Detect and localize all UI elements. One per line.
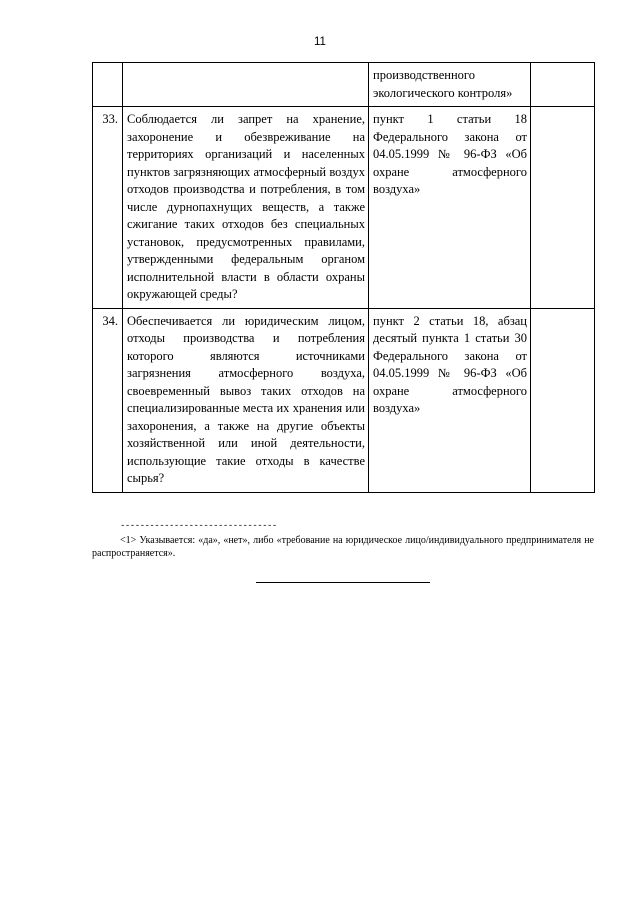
footnote-text: <1> Указывается: «да», «нет», либо «требование на юридическое лицо/индивидуального предпринимателя не распространяется».: [92, 535, 594, 559]
page-number: 11: [314, 36, 326, 48]
row-number: 34.: [93, 308, 123, 492]
answer-cell: [531, 308, 595, 492]
end-of-document-rule: [256, 582, 430, 583]
table-row-33: [93, 107, 595, 309]
legal-reference-cell: пункт 1 статьи 18 Федерального закона от 04.05.1999 № 96-ФЗ «Об охране атмосферного воздуха»: [369, 107, 531, 309]
row-number: [93, 63, 123, 107]
question-cell: Обеспечивается ли юридическим лицом, отходы производства и потребления которого являются источниками загрязнения атмосферного воздуха, своевременный вывоз таких отходов на специализированные места их хранения или захоронения, а также на другие объекты хозяйственной или иной деятельности, использующие такие отходы в качестве сырья?: [123, 308, 369, 492]
question-cell: Соблюдается ли запрет на хранение, захоронение и обезвреживание на территориях организаций и населенных пунктов загрязняющих атмосферный воздух отходов производства и потребления, в том числе дурнопахнущих веществ, а также сжигание таких отходов без специальных установок, предусмотренных правилами, утвержденными федеральным органом исполнительной власти в области охраны окружающей среды?: [123, 107, 369, 309]
checklist-table: [92, 62, 595, 493]
table-row-34: [93, 308, 595, 492]
question-cell: [123, 63, 369, 107]
table-row-continuation: [93, 63, 595, 107]
answer-cell: [531, 107, 595, 309]
legal-reference-cell: производственного экологического контроля»: [369, 63, 531, 107]
answer-cell: [531, 63, 595, 107]
legal-reference-cell: пункт 2 статьи 18, абзац десятый пункта 1 статьи 30 Федерального закона от 04.05.1999 № 96-ФЗ «Об охране атмосферного воздуха»: [369, 308, 531, 492]
row-number: 33.: [93, 107, 123, 309]
footnote-separator: --------------------------------: [120, 521, 277, 531]
